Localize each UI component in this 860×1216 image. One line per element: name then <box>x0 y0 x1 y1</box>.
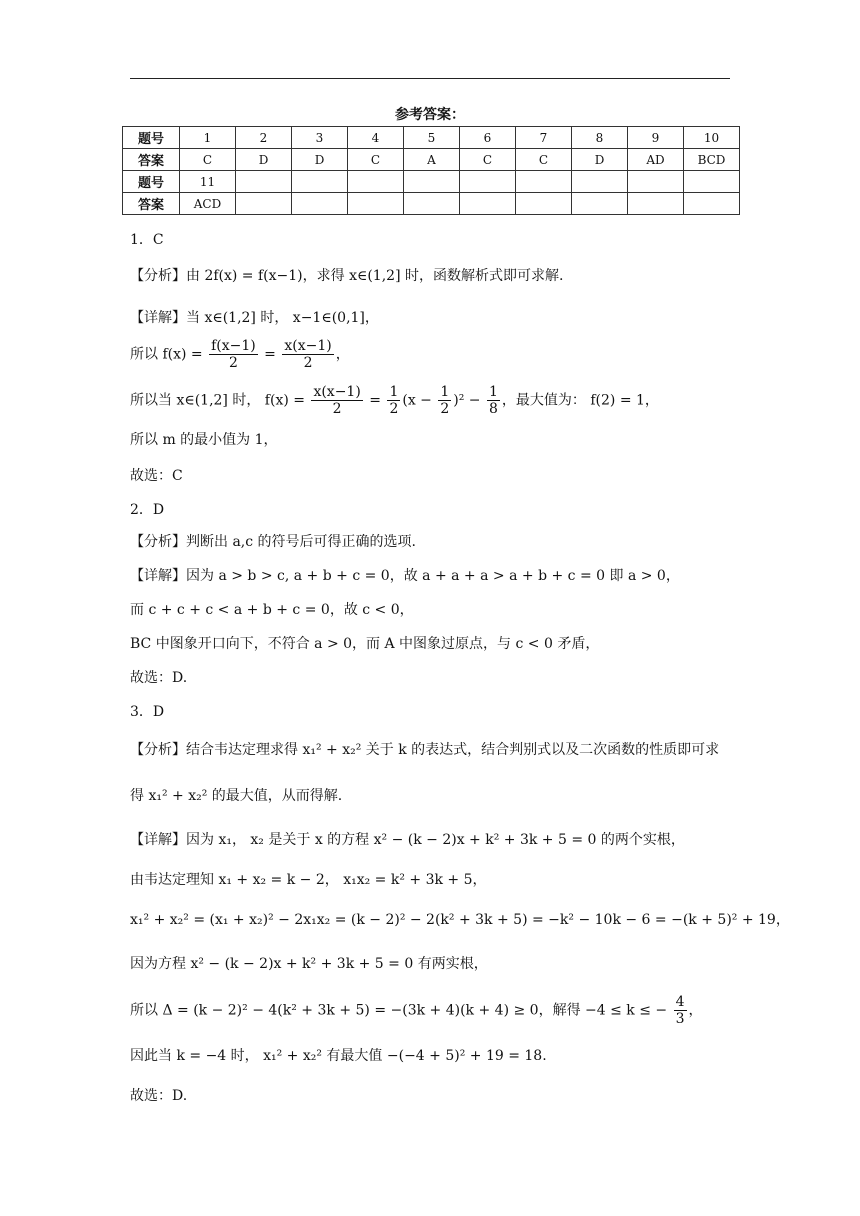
q3-detail: 【详解】因为 x₁， x₂ 是关于 x 的方程 x² − (k − 2)x + k² + 3k + 5 = 0 的两个实根， <box>130 832 685 848</box>
q2-detail: 【详解】因为 a > b > c, a + b + c = 0，故 a + a + a > a + b + c = 0 即 a > 0， <box>130 568 680 584</box>
q1-step: 所以当 x∈(1,2] 时， f(x) = $\frac{x(x-1)}{2}$ = $\frac{1}{2}$ (x − $\frac{1}{2}$ )² − $\frac{1}{8}$ ，最大值为： f(2) = 1， <box>130 384 659 417</box>
q1-heading: 1．C <box>130 232 164 248</box>
fraction <box>282 338 333 371</box>
table-row <box>123 193 740 215</box>
cell <box>628 193 684 215</box>
expr-text: (x − <box>402 392 432 409</box>
cell <box>404 171 460 193</box>
numerator: 1 <box>489 384 498 400</box>
denominator: 2 <box>389 401 399 417</box>
cell <box>236 193 292 215</box>
cell <box>572 193 628 215</box>
denominator: 2 <box>228 355 238 371</box>
cell: AD <box>628 149 684 171</box>
cell: 7 <box>516 127 572 149</box>
cell: C <box>180 149 236 171</box>
row-header: 答案 <box>123 149 180 171</box>
cell <box>348 193 404 215</box>
q2-step: 而 c + c + c < a + b + c = 0，故 c < 0， <box>130 602 414 618</box>
cell <box>684 193 740 215</box>
cell: D <box>572 149 628 171</box>
fraction <box>487 384 500 417</box>
q1-step-text: 所以 f(x) = <box>130 346 203 363</box>
q1-analysis: 【分析】由 2f(x) = f(x−1)，求得 x∈(1,2] 时，函数解析式即可求解. <box>130 268 564 284</box>
cell: C <box>348 149 404 171</box>
fraction <box>311 384 362 417</box>
denominator: 8 <box>489 401 498 417</box>
q3-analysis: 得 x₁² + x₂² 的最大值，从而得解. <box>130 788 343 804</box>
numerator: x(x−1) <box>284 338 332 354</box>
answer-table <box>122 126 740 215</box>
cell <box>628 171 684 193</box>
q1-conclusion: 故选：C <box>130 468 183 484</box>
q3-analysis: 【分析】结合韦达定理求得 x₁² + x₂² 关于 k 的表达式，结合判别式以及二次函数的性质即可求 <box>130 742 720 758</box>
cell: BCD <box>684 149 740 171</box>
cell: 9 <box>628 127 684 149</box>
row-header: 题号 <box>123 127 180 149</box>
fraction <box>209 338 258 371</box>
cell: D <box>292 149 348 171</box>
page-title: 参考答案： <box>395 107 465 123</box>
q1-step: 所以 f(x) = $\frac{f(x-1)}{2}$ = $\frac{x(x-1)}{2}$ ， <box>130 338 350 371</box>
q3-step: x₁² + x₂² = (x₁ + x₂)² − 2x₁x₂ = (k − 2)² − 2(k² + 3k + 5) = −k² − 10k − 6 = −(k + 5)² + 19， <box>130 912 790 928</box>
q3-step: 因为方程 x² − (k − 2)x + k² + 3k + 5 = 0 有两实根， <box>130 956 488 972</box>
cell: 5 <box>404 127 460 149</box>
q3-heading: 3．D <box>130 704 165 720</box>
table-row <box>123 171 740 193</box>
q2-conclusion: 故选：D. <box>130 670 188 686</box>
q3-step: 所以 Δ = (k − 2)² − 4(k² + 3k + 5) = −(3k + 4)(k + 4) ≥ 0，解得 −4 ≤ k ≤ − $\frac{4}{3}$ ， <box>130 994 703 1027</box>
cell: D <box>236 149 292 171</box>
fraction <box>438 384 451 417</box>
numerator: f(x−1) <box>211 338 256 354</box>
cell: C <box>516 149 572 171</box>
q3-step-text: 所以 Δ = (k − 2)² − 4(k² + 3k + 5) = −(3k + 4)(k + 4) ≥ 0，解得 −4 ≤ k ≤ − <box>130 1002 668 1019</box>
table-row <box>123 127 740 149</box>
cell <box>516 171 572 193</box>
q1-step-text: ，最大值为： f(2) = 1， <box>501 392 659 409</box>
q1-detail: 【详解】当 x∈(1,2] 时， x−1∈(0,1]， <box>130 310 379 326</box>
cell: 6 <box>460 127 516 149</box>
q2-step: BC 中图象开口向下，不符合 a > 0，而 A 中图象过原点，与 c < 0 矛盾， <box>130 636 600 652</box>
cell <box>460 171 516 193</box>
cell <box>516 193 572 215</box>
denominator: 2 <box>303 355 313 371</box>
fraction <box>387 384 400 417</box>
cell <box>236 171 292 193</box>
row-header: 答案 <box>123 193 180 215</box>
cell: 3 <box>292 127 348 149</box>
cell: 1 <box>180 127 236 149</box>
top-rule <box>130 78 730 79</box>
numerator: 4 <box>675 994 685 1010</box>
q3-conclusion: 故选：D. <box>130 1088 188 1104</box>
cell: C <box>460 149 516 171</box>
numerator: 1 <box>389 384 399 400</box>
cell <box>460 193 516 215</box>
cell: 4 <box>348 127 404 149</box>
q2-analysis: 【分析】判断出 a,c 的符号后可得正确的选项. <box>130 534 416 550</box>
row-header: 题号 <box>123 171 180 193</box>
numerator: 1 <box>440 384 450 400</box>
denominator: 3 <box>675 1011 685 1027</box>
cell <box>292 193 348 215</box>
q2-heading: 2．D <box>130 502 165 518</box>
expr-text: )² − <box>453 392 481 409</box>
cell: A <box>404 149 460 171</box>
q1-step: 所以 m 的最小值为 1， <box>130 432 278 448</box>
cell <box>572 171 628 193</box>
cell <box>404 193 460 215</box>
cell: 8 <box>572 127 628 149</box>
q3-step: 因此当 k = −4 时， x₁² + x₂² 有最大值 −(−4 + 5)² + 19 = 18. <box>130 1048 547 1064</box>
cell: 2 <box>236 127 292 149</box>
cell <box>348 171 404 193</box>
table-row <box>123 149 740 171</box>
q3-step: 由韦达定理知 x₁ + x₂ = k − 2， x₁x₂ = k² + 3k + 5， <box>130 872 487 888</box>
cell <box>292 171 348 193</box>
denominator: 2 <box>440 401 450 417</box>
numerator: x(x−1) <box>313 384 361 400</box>
fraction <box>674 994 687 1027</box>
q1-step-text: 所以当 x∈(1,2] 时， f(x) = <box>130 392 305 409</box>
cell: 10 <box>684 127 740 149</box>
cell <box>684 171 740 193</box>
cell: 11 <box>180 171 236 193</box>
cell: ACD <box>180 193 236 215</box>
denominator: 2 <box>332 401 342 417</box>
